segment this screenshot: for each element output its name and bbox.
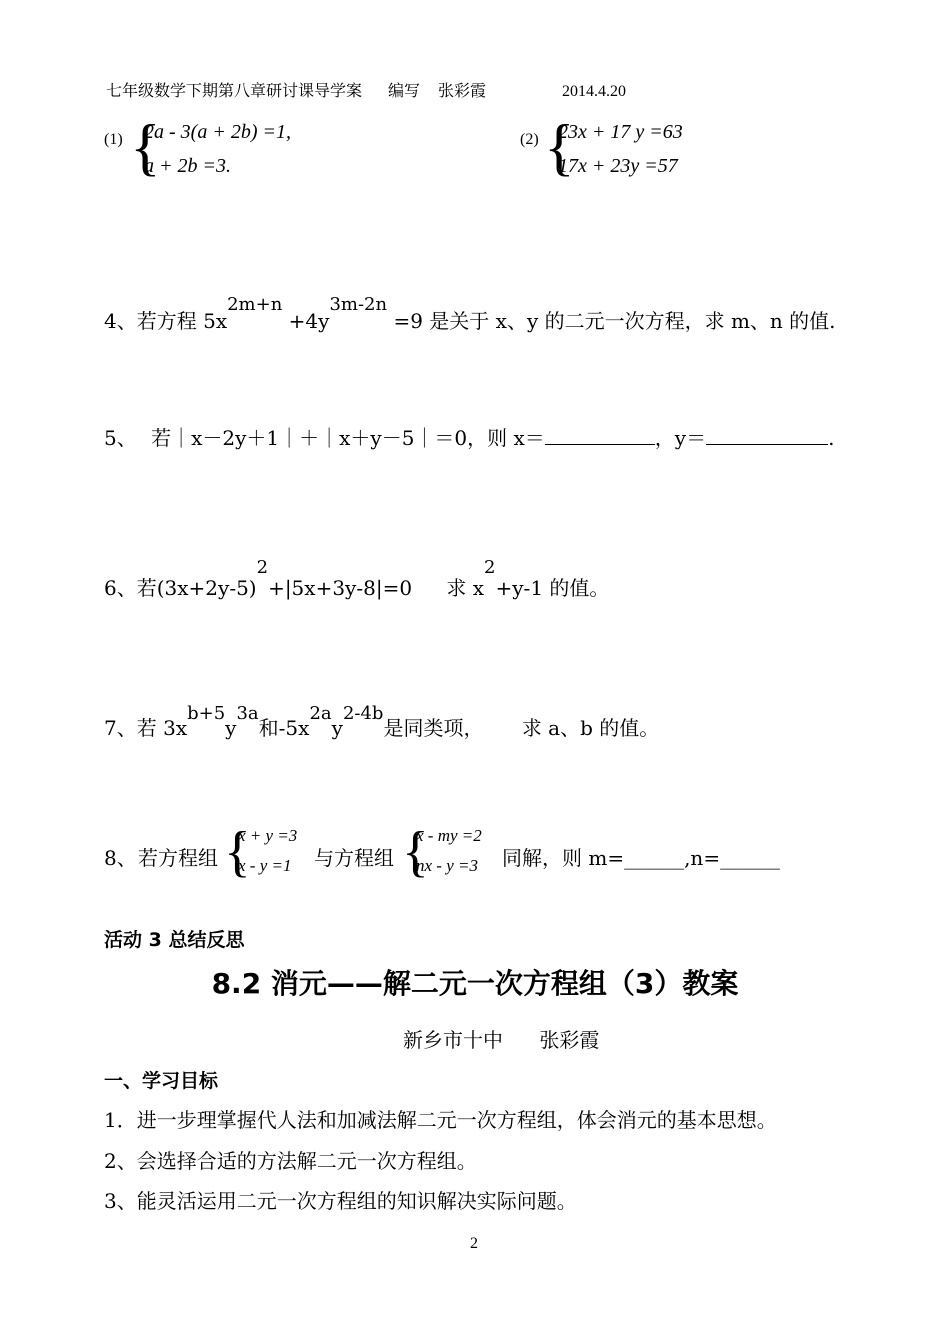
header-author-label: 编写 — [388, 83, 421, 100]
q6-text-3: 求 x — [446, 576, 485, 600]
byline-school: 新乡市十中 — [403, 1028, 503, 1052]
system-1-line-1: 2a - 3(a + 2b) =1, — [144, 121, 291, 143]
q6-text-4: +y-1 的值。 — [495, 576, 610, 600]
q4-superscript-1: 2m+n — [227, 294, 283, 315]
q4-superscript-2: 3m-2n — [329, 294, 388, 315]
q6-text-1: 若(3x+2y-5) — [136, 576, 257, 600]
system-2-label: (2) — [520, 131, 539, 148]
q8-system-2-brace: { — [402, 821, 429, 883]
q7-superscript-4: 2-4b — [342, 703, 384, 724]
system-2-line-2: 17x + 23y =57 — [558, 155, 678, 177]
system-1-brace: { — [130, 111, 161, 182]
q5-number: 5、 — [104, 426, 137, 450]
q7-text-2: y — [225, 716, 237, 740]
q8-number: 8、 — [104, 846, 137, 870]
q6-text-2: +|5x+3y-8|=0 — [268, 576, 413, 600]
q7-text-6: 求 a、b 的值。 — [521, 716, 660, 740]
q8-system-2-line-2: nx - y =3 — [416, 856, 478, 875]
q5-answer-blank-x[interactable] — [545, 426, 655, 445]
running-header — [106, 78, 626, 101]
header-course: 七年级数学下期第八章研讨课导学案 — [106, 83, 363, 100]
equation-system-2 — [520, 111, 820, 188]
question-7 — [104, 703, 660, 741]
question-8 — [104, 822, 824, 886]
activity-3-heading: 活动 3 总结反思 — [104, 929, 245, 951]
system-2-line-1: 23x + 17 y =63 — [558, 121, 683, 143]
q7-text-1: 若 3x — [136, 716, 188, 740]
q6-number: 6、 — [104, 576, 137, 600]
objective-item-3: 3、能灵活运用二元一次方程组的知识解决实际问题。 — [104, 1189, 577, 1213]
q8-system-1-line-1: x + y =3 — [238, 826, 298, 845]
q5-text-2: ，y＝ — [654, 426, 707, 450]
q8-system-1-brace: { — [224, 821, 251, 883]
q6-superscript-2: 2 — [484, 557, 496, 578]
q8-text-3: 同解，则 m=______,n=______ — [502, 846, 781, 870]
q7-number: 7、 — [104, 716, 137, 740]
q7-superscript-1: b+5 — [187, 703, 226, 724]
question-5 — [104, 422, 834, 451]
q8-text-1: 若方程组 — [138, 846, 218, 870]
byline — [403, 1024, 599, 1053]
q7-text-5: 是同类项， — [383, 716, 484, 740]
q4-text-3: =9 是关于 x、y 的二元一次方程，求 m、n 的值. — [387, 309, 836, 333]
q5-text-1: 若｜x－2y＋1｜＋｜x＋y－5｜＝0，则 x＝ — [151, 426, 545, 450]
question-6 — [104, 557, 610, 601]
q5-answer-blank-y[interactable] — [706, 426, 828, 445]
system-2-brace: { — [544, 111, 575, 182]
system-1-line-2: a + 2b =3. — [144, 155, 231, 177]
q4-text-1: 若方程 5x — [136, 309, 228, 333]
header-date: 2014.4.20 — [562, 83, 627, 100]
section-1-heading: 一、学习目标 — [104, 1070, 219, 1092]
q8-system-2-line-1: x - my =2 — [416, 826, 482, 845]
q8-system-1-line-2: x - y =1 — [238, 856, 292, 875]
question-4 — [104, 294, 836, 334]
header-author: 张彩霞 — [438, 83, 487, 100]
system-1-label: (1) — [104, 131, 123, 148]
q7-text-3: 和-5x — [258, 716, 310, 740]
equation-system-1 — [104, 111, 404, 188]
objective-item-1: 1．进一步理掌握代人法和加减法解二元一次方程组，体会消元的基本思想。 — [104, 1108, 777, 1132]
q4-text-2: +4y — [282, 309, 330, 333]
q8-text-2: 与方程组 — [314, 846, 394, 870]
page-number: 2 — [470, 1235, 478, 1252]
q6-superscript-1: 2 — [256, 557, 269, 578]
q4-number: 4、 — [104, 309, 137, 333]
q7-superscript-3: 2a — [309, 703, 332, 724]
q5-text-3: . — [828, 426, 835, 450]
q7-superscript-2: 3a — [236, 703, 259, 724]
byline-teacher: 张彩霞 — [539, 1028, 600, 1052]
lesson-title: 8.2 消元——解二元一次方程组（3）教案 — [211, 967, 739, 1000]
objective-item-2: 2、会选择合适的方法解二元一次方程组。 — [104, 1149, 477, 1173]
q7-text-4: y — [331, 716, 343, 740]
